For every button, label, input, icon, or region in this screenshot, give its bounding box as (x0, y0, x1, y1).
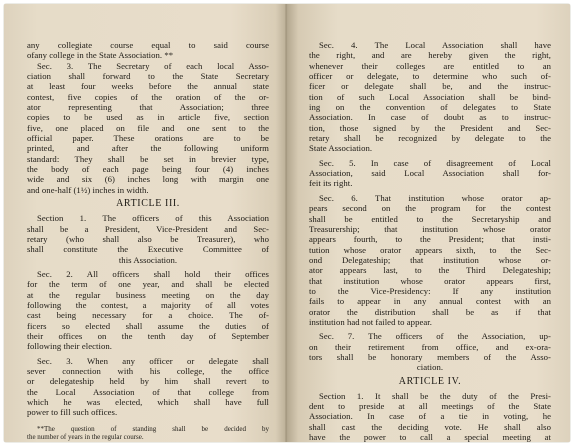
text-line: officer or delegate, to determine who such of- (309, 71, 551, 82)
text-line: ofany college in the State Association. ** (27, 50, 174, 61)
text-line: contest, five copies of the oration of the or- (27, 91, 269, 102)
article-iii-section-3 (27, 356, 269, 418)
text-line: shall be a President, Vice-President and Sec- (27, 223, 269, 234)
text-line: Sec. 6. That institution whose orator ap- (319, 192, 551, 203)
text-line: the body of each page being four (4) inches (27, 164, 269, 175)
text-line: tors shall be honorary members of the Asso- (309, 351, 551, 362)
text-line: retary shall be recognized by delegate to the (309, 133, 551, 144)
text-line: fails to appear in any annual contest with an (309, 296, 551, 307)
article-iii-section-5 (309, 158, 551, 189)
text-line: institution had not failed to appear. (309, 316, 432, 327)
text-line: wide and six (6) inches long with margin one (27, 174, 269, 185)
text-line: shall cast the deciding vote. He shall also (309, 421, 551, 432)
text-line: **The question of standing shall be decided by (37, 424, 269, 433)
text-line: the number of years in the regular course. (27, 433, 144, 442)
text-line: Sec. 2. All officers shall hold their offices (37, 268, 269, 279)
text-line: ator appears last, to the Third Delegateship; (309, 265, 551, 276)
text-line: Sec. 3. When any officer or delegate shall (37, 355, 269, 366)
text-line: this Association. (118, 254, 178, 265)
text-line: Sec. 3. The Secretary of each local Asso- (37, 60, 269, 71)
text-line: power to fill such offices. (27, 407, 118, 418)
text-line: Association. In case of a tie in voting, he (309, 411, 551, 422)
text-line: tution whose orator appears sixth, to the Sec- (309, 244, 551, 255)
text-line: the Local Association of that college from (27, 386, 269, 397)
text-line: ficers so elected shall assume the duties of (27, 320, 269, 331)
text-line: at the regular business meeting on the day (27, 289, 269, 300)
text-line: official paper. These orations are to be (27, 133, 269, 144)
text-line: Section 1. It shall be the duty of the Presi- (319, 390, 551, 401)
text-line: ciation shall forward to the State Secretary (27, 71, 269, 82)
text-line: their offices on the tenth day of September (27, 330, 269, 341)
text-line: State Association. (309, 143, 373, 154)
text-line: following the contest, a majority of all votes (27, 299, 269, 310)
text-line: shall constitute the Executive Committee of (27, 244, 269, 255)
text-line: following their election. (27, 341, 112, 352)
text-line: tion of such Local Association shall be bind- (309, 91, 551, 102)
text-line: Sec. 5. In case of disagreement of Local (319, 157, 551, 168)
text-line: which he was elected, which shall have full (27, 397, 269, 407)
text-line: feit its right. (309, 178, 353, 189)
text-line: at least four weeks before the annual state (27, 81, 269, 92)
text-line: Treasurership; that institution whose orator (309, 223, 551, 234)
text-line: ond Delegateship; that institution whose or- (309, 254, 551, 265)
text-line: dent to preside at all meetings of the State (309, 401, 551, 411)
text-line: or delegateship held by him shall revert to (27, 376, 269, 387)
article-iii-section-2 (27, 269, 269, 352)
text-line: orator the distribution shall be as if that (309, 306, 551, 317)
article-iv-heading: ARTICLE IV. (398, 375, 462, 387)
text-line: Sec. 7. The officers of the Association, up- (319, 331, 551, 342)
article-iv-section-1 (309, 391, 551, 442)
text-line: appears fourth, to the President; that insti- (309, 234, 551, 245)
text-line: Association. In case of doubt as to instruc- (309, 112, 551, 123)
text-line: shall be entitled to the Secretaryship and (309, 213, 551, 224)
text-line: tion, those signed by the President and Sec- (309, 122, 551, 133)
article-iii-section-4 (309, 40, 551, 154)
article-iii-heading: ARTICLE III. (116, 198, 180, 210)
text-line: Section 1. The officers of this Association (37, 213, 269, 224)
text-line: retary (who shall also be Treasurer), who (27, 233, 269, 244)
text-line: ing on the convention of delegates to State (309, 102, 551, 113)
text-line: pears second on the program for the contest (309, 203, 551, 214)
text-line: ator representing that Association; three (27, 102, 269, 113)
text-line: ciation. (416, 362, 444, 373)
text-line: the right, and are hereby given the right, (309, 50, 551, 61)
text-line: on their retirement from office, and ex-ora- (309, 341, 551, 352)
text-line: sever connection with his college, the office (27, 365, 269, 376)
text-line: cast being necessary for a choice. The of- (27, 310, 269, 321)
text-line: and one-half (1½) inches in width. (27, 184, 149, 195)
left-page (4, 4, 287, 442)
text-line: Association, said Local Association shall for- (309, 168, 551, 179)
text-line: copies to be used as in article five, section (27, 112, 269, 123)
text-line: five, one placed on file and one sent to the (27, 122, 269, 133)
text-line: whenever their colleges are entitled to an (309, 60, 551, 71)
article-iii-section-1 (27, 213, 269, 265)
text-line: for the term of one year, and shall be elected (27, 279, 269, 290)
text-line: have the power to call a special meeting at (309, 432, 551, 442)
booklet-spread (4, 4, 570, 442)
right-page (287, 4, 570, 442)
text-line: standard: They shall be set in brevier type, (27, 153, 269, 164)
text-line: ficer or delegate shall be, and the instruc- (309, 81, 551, 92)
left-block-1 (27, 40, 269, 195)
text-line: Sec. 4. The Local Association shall have (319, 40, 551, 50)
article-iii-section-7 (309, 331, 551, 372)
article-iii-section-6 (309, 193, 551, 327)
text-line: to the Vice-Presidency: If any institution (309, 285, 551, 296)
text-line: any collegiate course equal to said course (27, 40, 269, 50)
text-line: that institution whose orator appears first, (309, 275, 551, 286)
text-line: printed, and after the following uniform (27, 143, 269, 154)
footnote (27, 425, 269, 442)
